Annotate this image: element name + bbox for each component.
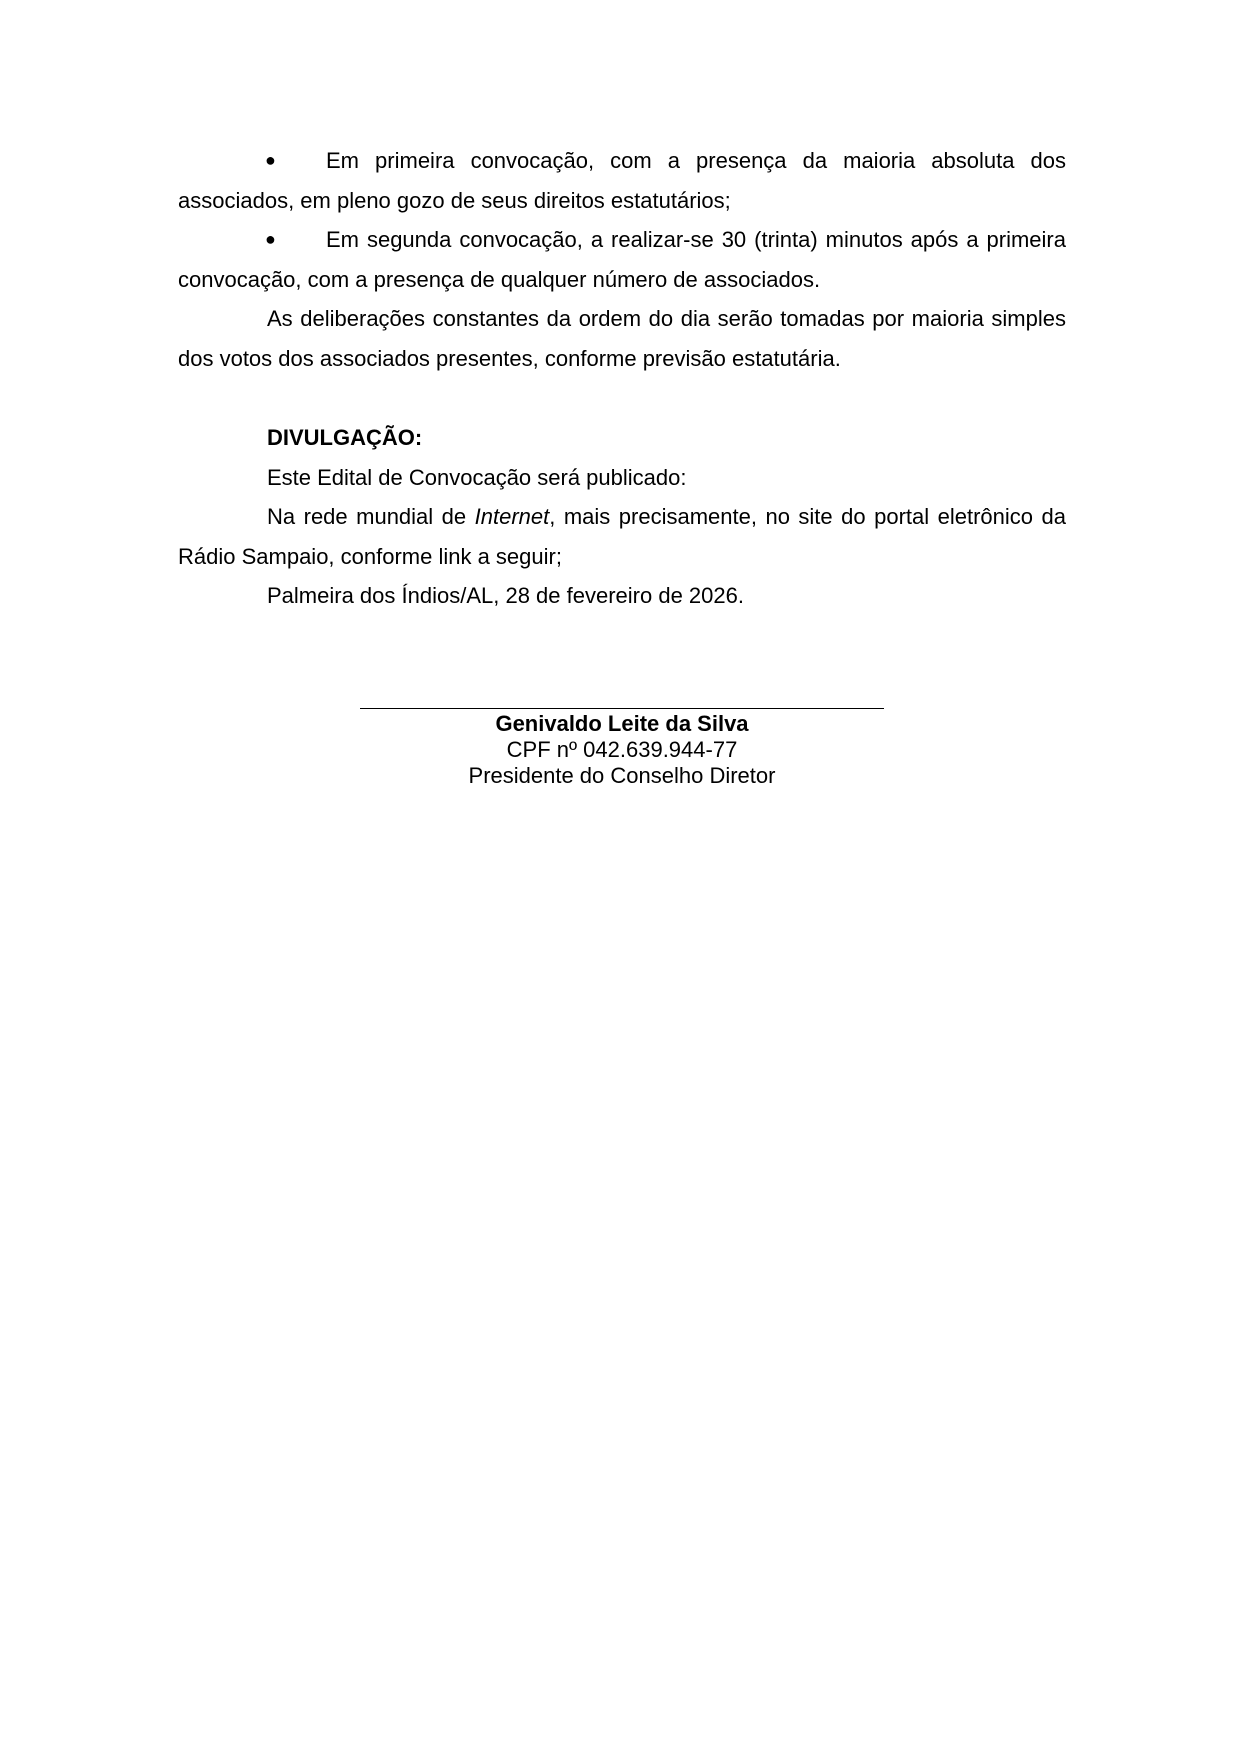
- internet-paragraph: [178, 497, 1066, 576]
- bullet-icon: ●: [265, 150, 276, 170]
- bullet-item-first-convocation: [178, 141, 1066, 220]
- internet-text-before: Na rede mundial de: [267, 504, 475, 529]
- bullet-text: Em segunda convocação, a realizar-se 30 (trinta) minutos após a primeira convocação, com a presença de qualquer número de associados.: [178, 227, 1066, 292]
- document-body: [178, 141, 1066, 616]
- signature-block: [360, 708, 884, 789]
- divulgacao-heading: DIVULGAÇÃO:: [267, 425, 423, 450]
- bullet-text: Em primeira convocação, com a presença da maioria absoluta dos associados, em pleno gozo de seus direitos estatutários;: [178, 148, 1066, 213]
- internet-text-after: , mais precisamente, no site do portal eletrônico da Rádio Sampaio, conforme link a seguir;: [178, 504, 1066, 569]
- signatory-cpf: CPF nº 042.639.944-77: [506, 737, 738, 762]
- deliberation-paragraph: As deliberações constantes da ordem do dia serão tomadas por maioria simples dos votos dos associados presentes, conforme previsão estatutária.: [178, 306, 1066, 371]
- section-spacer: [178, 378, 1066, 418]
- bullet-item-second-convocation: [178, 220, 1066, 299]
- signatory-role: Presidente do Conselho Diretor: [468, 763, 776, 788]
- place-date: Palmeira dos Índios/AL, 28 de fevereiro de 2026.: [267, 583, 744, 608]
- divulgacao-intro: Este Edital de Convocação será publicado:: [267, 464, 687, 490]
- bullet-icon: ●: [265, 229, 276, 249]
- internet-word: Internet: [474, 504, 550, 529]
- signature-line: [360, 708, 884, 709]
- signatory-name: Genivaldo Leite da Silva: [495, 711, 749, 736]
